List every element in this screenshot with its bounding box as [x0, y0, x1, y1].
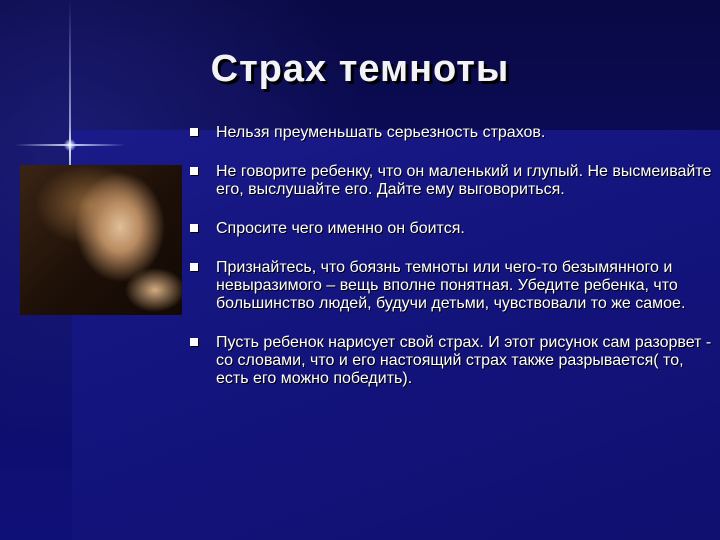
square-bullet-icon [190, 263, 198, 271]
bullet-text: Признайтесь, что боязнь темноты или чего-то безымянного и невыразимого – вещь вполне понятная. Убедите ребенка, что большинство людей, будучи детьми, чувствовали то же самое. [216, 259, 686, 312]
bullet-text: Не говорите ребенку, что он маленький и глупый. Не высмеивайте его, выслушайте его. Дайте ему выговориться. [216, 163, 712, 198]
square-bullet-icon [190, 167, 198, 175]
bullet-text: Нельзя преуменьшать серьезность страхов. [216, 124, 546, 141]
bullet-item [190, 163, 715, 199]
child-photo [20, 165, 182, 315]
square-bullet-icon [190, 224, 198, 232]
bullet-item [190, 124, 715, 142]
bullet-item [190, 220, 715, 238]
bullet-item [190, 259, 715, 313]
bullet-list [190, 124, 715, 409]
bullet-text: Пусть ребенок нарисует свой страх. И этот рисунок сам разорвет - со словами, что и его настоящий страх также разрывается( то, есть его можно победить). [216, 334, 712, 387]
slide-title: Страх темноты [210, 48, 510, 90]
bullet-item [190, 334, 715, 388]
bullet-text: Спросите чего именно он боится. [216, 220, 465, 237]
square-bullet-icon [190, 128, 198, 136]
star-flare-core [64, 139, 76, 151]
square-bullet-icon [190, 338, 198, 346]
